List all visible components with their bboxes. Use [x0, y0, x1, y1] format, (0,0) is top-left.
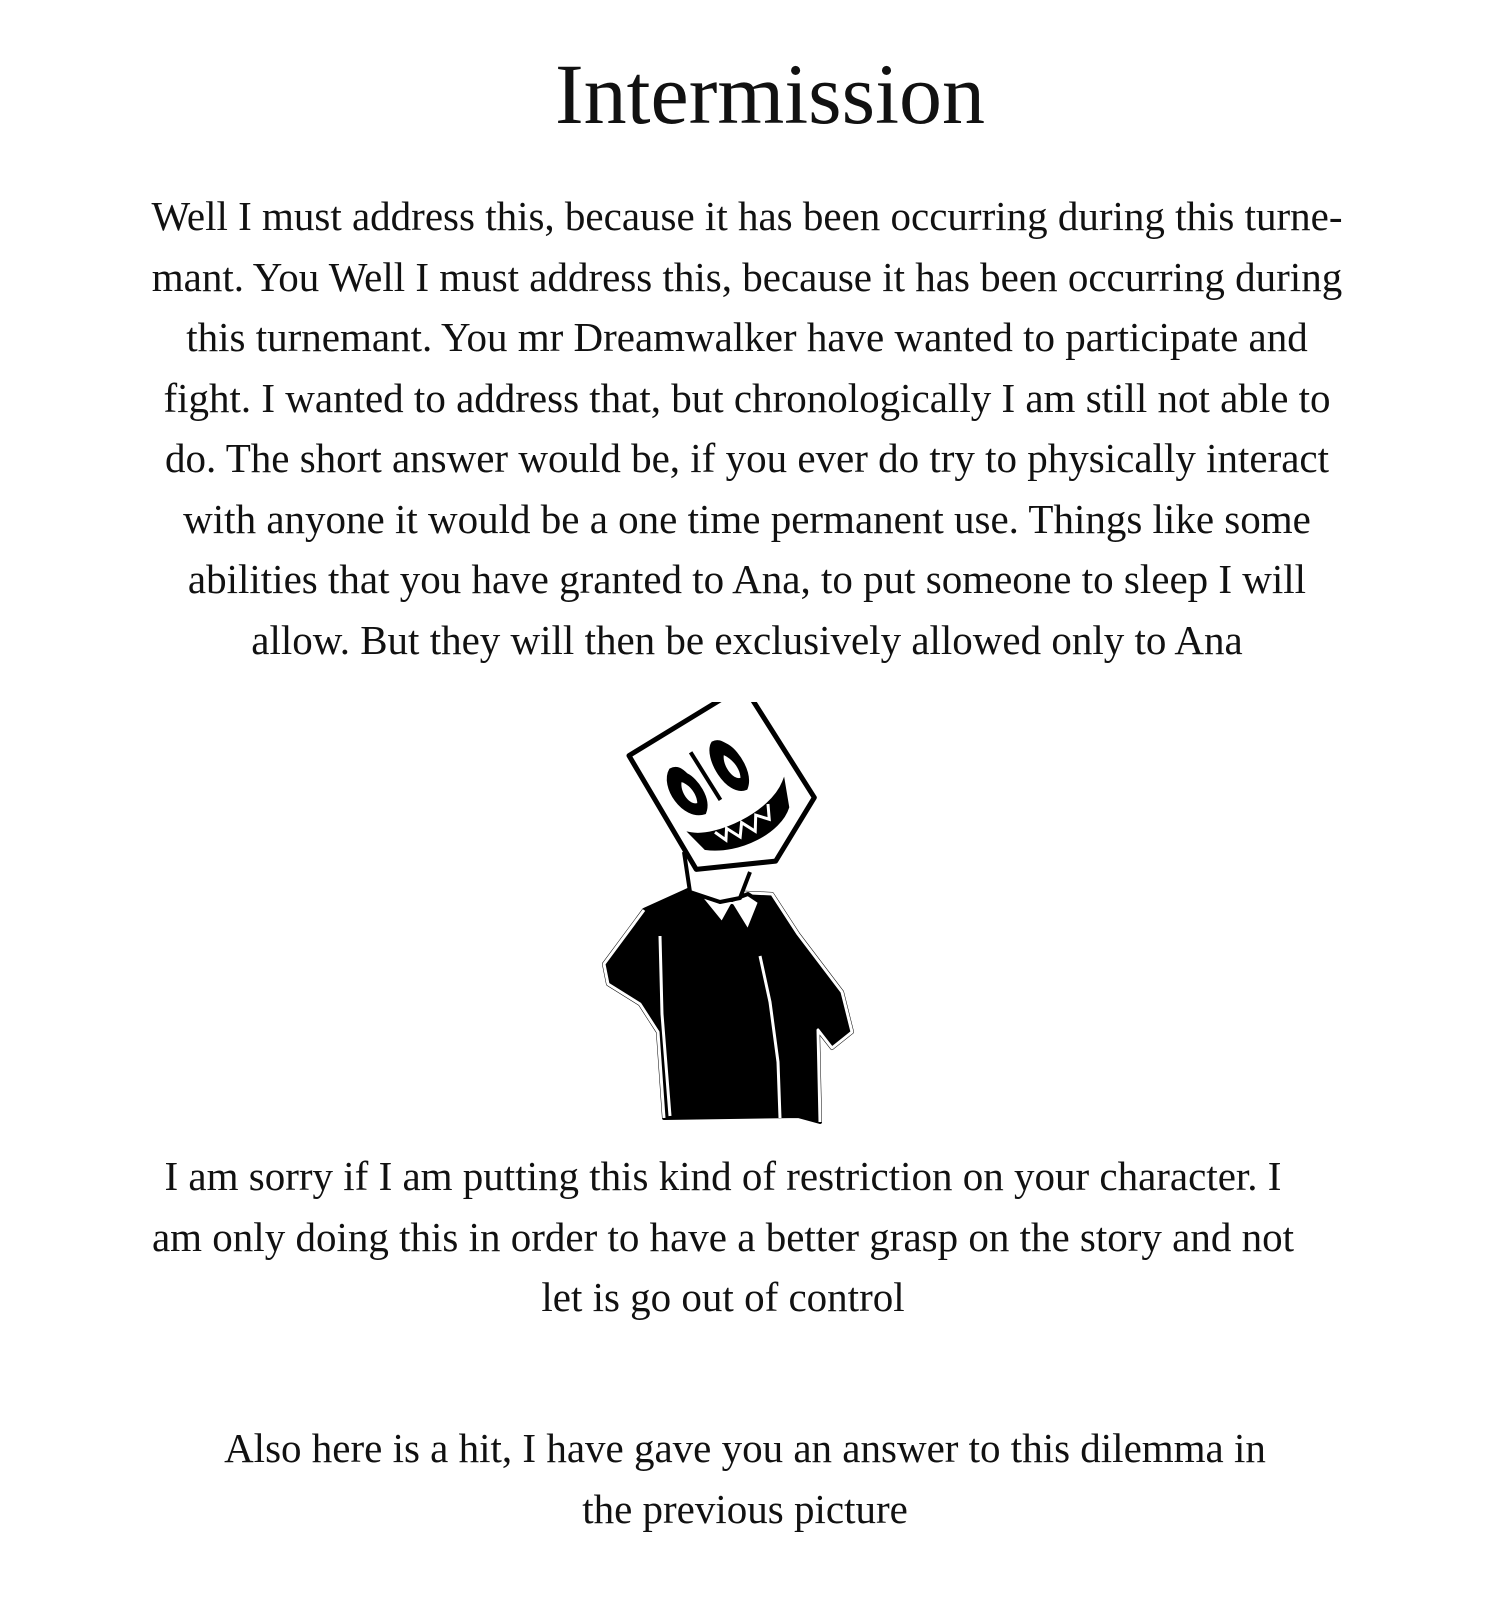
text-line: mant. You Well I must address this, because it has been occurring during	[151, 253, 1343, 300]
hint-paragraph	[120, 1418, 1370, 1539]
apology-paragraph	[48, 1146, 1398, 1328]
text-line: allow. But they will then be exclusively allowed only to Ana	[251, 616, 1243, 663]
text-line: Also here is a hit, I have gave you an answer to this dilemma in	[224, 1425, 1266, 1471]
text-line: do. The short answer would be, if you ever do try to physically interact	[164, 435, 1330, 481]
text-line: abilities that you have granted to Ana, to put someone to sleep I will	[187, 556, 1307, 602]
page-title: Intermission	[555, 46, 985, 142]
text-line: the previous picture	[582, 1485, 908, 1532]
text-line: fight. I wanted to address that, but chronologically I am still not able to	[163, 374, 1331, 421]
text-line: am only doing this in order to have a better grasp on the story and not	[151, 1213, 1295, 1260]
character-illustration	[600, 702, 880, 1148]
intro-paragraph	[52, 186, 1442, 670]
text-line: with anyone it would be a one time permanent use. Things like some	[183, 495, 1311, 542]
text-line: I am sorry if I am putting this kind of restriction on your character. I	[164, 1153, 1282, 1199]
text-line: this turnemant. You mr Dreamwalker have wanted to participate and	[186, 314, 1308, 360]
text-line: let is go out of control	[541, 1274, 905, 1320]
text-line: Well I must address this, because it has been occurring during this turne-	[151, 193, 1343, 239]
